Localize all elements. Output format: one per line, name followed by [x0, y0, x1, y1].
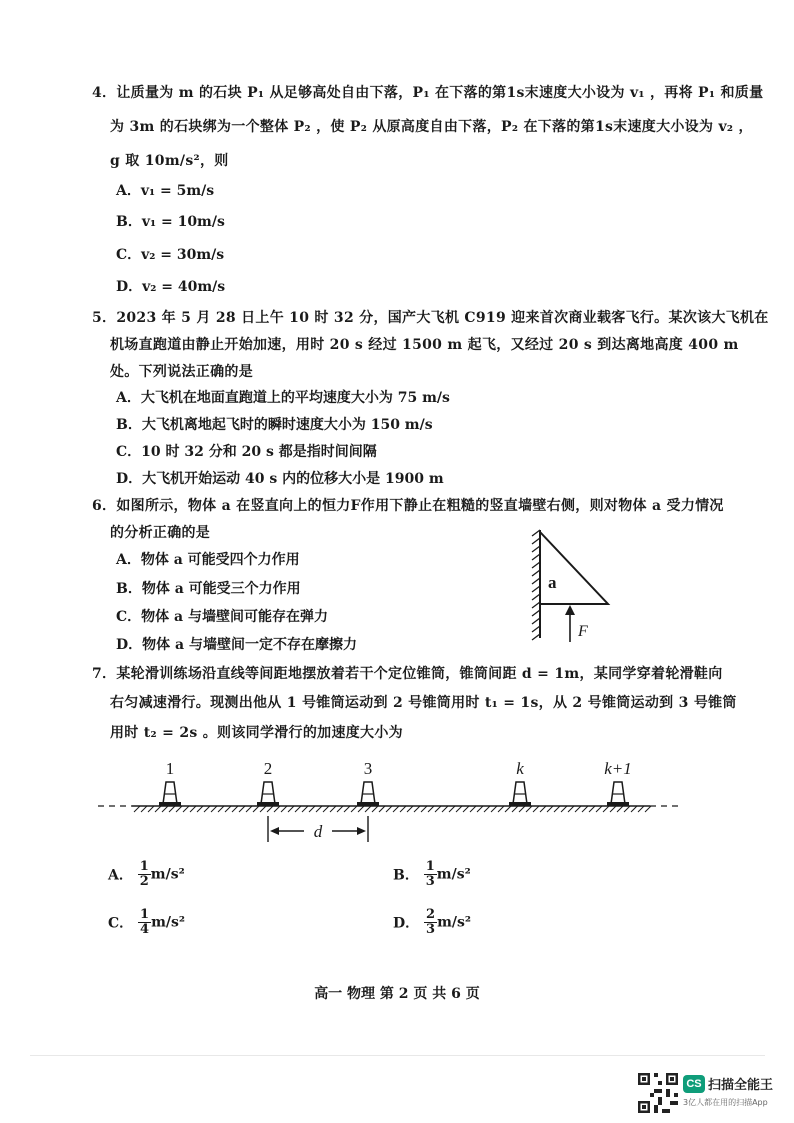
- q7-option-c-den: 4: [140, 922, 150, 937]
- q5-option-a: A．大飞机在地面直跑道上的平均速度大小为 75 m/s: [116, 390, 450, 406]
- q7-option-b-unit: m/s²: [436, 866, 471, 883]
- q7-option-b-den: 3: [425, 874, 435, 889]
- q7-option-c-fraction: [138, 908, 151, 937]
- q7-option-d-letter: D．: [393, 915, 420, 932]
- q7-line-1: 7．某轮滑训练场沿直线等间距地摆放着若干个定位锥筒，锥筒间距 d = 1m，某同学穿着轮滑鞋向: [92, 666, 723, 682]
- q5-line-1: 5．2023 年 5 月 28 日上午 10 时 32 分，国产大飞机 C919 迎来首次商业载客飞行。某次该大飞机在: [92, 310, 769, 326]
- q7-option-d-unit: m/s²: [437, 914, 472, 931]
- q5-line-3: 处。下列说法正确的是: [110, 364, 253, 380]
- q4-line-1: 4．让质量为 m 的石块 P₁ 从足够高处自由下落，P₁ 在下落的第1s末速度大小设为 v₁ ，再将 P₁ 和质量: [92, 85, 764, 101]
- q7-option-c-num: 1: [140, 907, 150, 922]
- q4-option-c: C．v₂ = 30m/s: [116, 247, 225, 263]
- q7-option-a-unit: m/s²: [150, 866, 185, 883]
- distance-d-label: d: [313, 822, 323, 841]
- cone-label-k-plus-1: k+1: [604, 759, 632, 778]
- q7-option-d-den: 3: [426, 922, 436, 937]
- q7-option-a: [108, 860, 185, 889]
- page-bottom-divider: [30, 1055, 765, 1056]
- cone-2: [257, 759, 279, 806]
- wall: [532, 530, 540, 640]
- q7-option-d-num: 2: [426, 907, 436, 922]
- q6-force-figure: [520, 520, 630, 650]
- q6-line-1: 6．如图所示，物体 a 在竖直向上的恒力F作用下静止在粗糙的竖直墙壁右侧，则对物体 a 受力情况: [92, 498, 724, 514]
- q7-option-c-letter: C．: [108, 915, 134, 932]
- block-a-triangle: [540, 532, 608, 604]
- force-f-arrow: [565, 605, 575, 642]
- q7-option-c-unit: m/s²: [151, 914, 186, 931]
- page-footer: 高一 物理 第 2 页 共 6 页: [314, 986, 480, 1002]
- q4-option-a: A．v₁ = 5m/s: [116, 183, 215, 199]
- q5-line-2: 机场直跑道由静止开始加速，用时 20 s 经过 1500 m 起飞，又经过 20 s 到达离地高度 400 m: [110, 337, 739, 353]
- qr-code-icon: [638, 1073, 678, 1113]
- scanner-app-tagline: 3亿人都在用的扫描App: [683, 1098, 768, 1107]
- cone-3: [357, 759, 379, 806]
- q6-option-a: A．物体 a 可能受四个力作用: [116, 552, 300, 568]
- cone-label-1: 1: [165, 759, 175, 778]
- cone-1: [159, 759, 181, 806]
- q5-option-c: C．10 时 32 分和 20 s 都是指时间间隔: [116, 444, 377, 460]
- q4-line-2: 为 3m 的石块绑为一个整体 P₂ ，使 P₂ 从原高度自由下落，P₂ 在下落的第1s末速度大小设为 v₂ ，: [110, 119, 753, 135]
- q6-line-2: 的分析正确的是: [110, 525, 211, 541]
- q5-option-b: B．大飞机离地起飞时的瞬时速度大小为 150 m/s: [116, 417, 433, 433]
- q7-line-3: 用时 t₂ = 2s 。则该同学滑行的加速度大小为: [110, 725, 403, 741]
- q6-option-d: D．物体 a 与墙壁间一定不存在摩擦力: [116, 637, 357, 653]
- q7-option-d-fraction: [424, 908, 437, 937]
- q7-cone-figure: [90, 750, 690, 850]
- cone-label-3: 3: [363, 759, 373, 778]
- q7-option-a-letter: A．: [108, 867, 133, 884]
- q7-option-a-fraction: [138, 860, 151, 889]
- block-a-label: a: [548, 573, 557, 592]
- q7-option-a-den: 2: [139, 874, 149, 889]
- scanner-app-brand: 扫描全能王: [708, 1078, 774, 1093]
- cone-k-plus-1: [604, 759, 632, 806]
- q4-option-b: B．v₁ = 10m/s: [116, 214, 225, 230]
- scanner-app-badge: CS: [683, 1075, 705, 1093]
- cone-label-k: k: [516, 759, 524, 778]
- q4-option-d: D．v₂ = 40m/s: [116, 279, 226, 295]
- q7-option-b: [393, 860, 471, 889]
- q5-option-d: D．大飞机开始运动 40 s 内的位移大小是 1900 m: [116, 471, 444, 487]
- q7-line-2: 右匀减速滑行。现测出他从 1 号锥筒运动到 2 号锥筒用时 t₁ = 1s，从 2 号锥筒运动到 3 号锥筒: [110, 695, 737, 711]
- ground-hatch: [134, 806, 651, 812]
- q7-option-c: [108, 908, 185, 937]
- q7-option-b-num: 1: [425, 859, 435, 874]
- q4-line-3: g 取 10m/s²，则: [110, 153, 229, 169]
- q6-option-b: B．物体 a 可能受三个力作用: [116, 581, 301, 597]
- q6-option-c: C．物体 a 与墙壁间可能存在弹力: [116, 609, 328, 625]
- force-f-label: F: [578, 623, 588, 640]
- q7-option-b-letter: B．: [393, 867, 419, 884]
- q7-option-d: [393, 908, 471, 937]
- q7-option-a-num: 1: [139, 859, 149, 874]
- cone-label-2: 2: [263, 759, 273, 778]
- cone-k: [509, 759, 531, 806]
- q7-option-b-fraction: [424, 860, 437, 889]
